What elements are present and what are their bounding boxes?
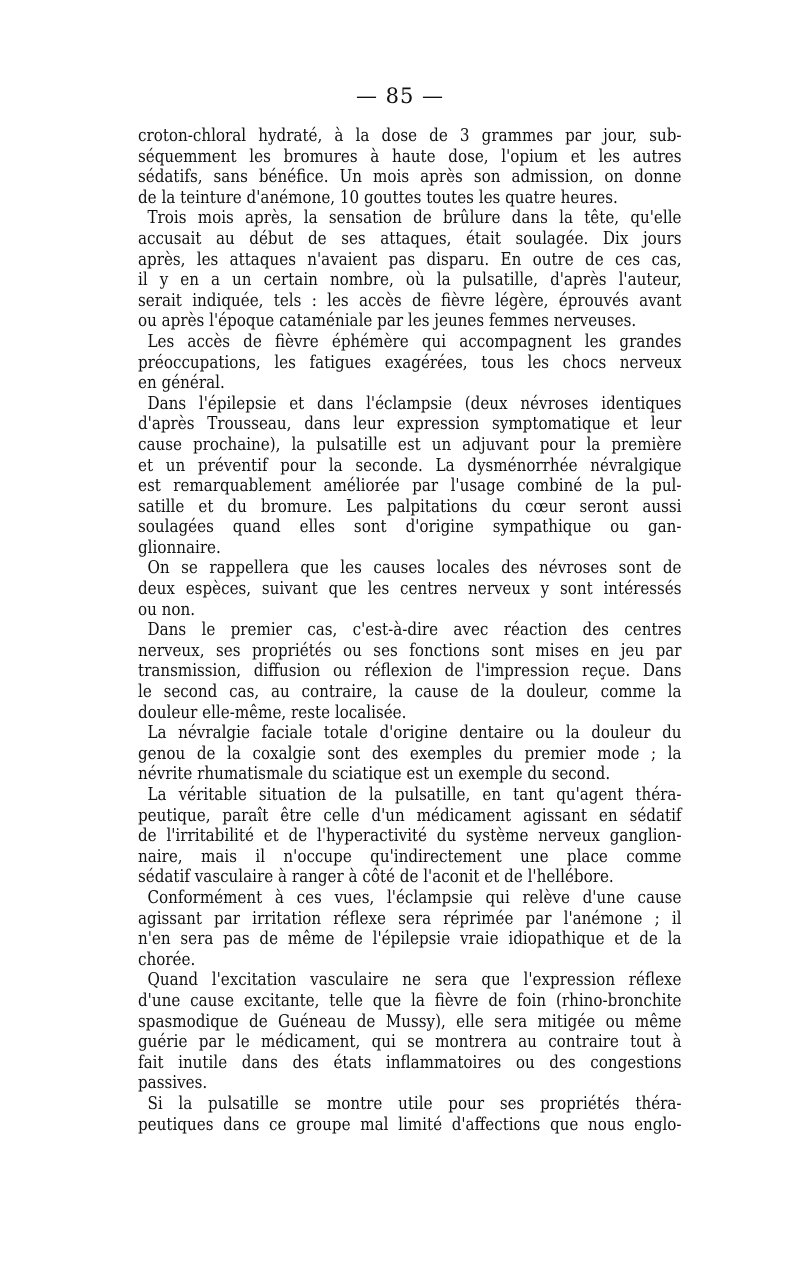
text-line: glionnaire. [138,537,221,558]
text-line: peutique, paraît être celle d'un médicament agissant en sédatif [138,805,682,826]
text-line: d'après Trousseau, dans leur expression symptomatique et leur [138,414,682,435]
text-line: fait inutile dans des états inflammatoires ou des congestions [138,1052,682,1073]
body-text [138,126,682,1135]
text-line: Quand l'excitation vasculaire ne sera que l'expression réflexe [147,970,682,991]
text-line: La névralgie faciale totale d'origine dentaire ou la douleur du [147,723,682,744]
text-line: deux espèces, suivant que les centres nerveux y sont intéressés [138,579,682,600]
text-line: Conformément à ces vues, l'éclampsie qui relève d'une cause [147,887,682,908]
text-line: soulagées quand elles sont d'origine sympathique ou gan- [138,517,682,538]
text-line: transmission, diffusion ou réflexion de l'impression reçue. Dans [138,661,682,682]
text-line: Si la pulsatille se montre utile pour ses propriétés théra- [147,1093,682,1114]
text-line: chorée. [138,949,196,970]
text-line: naire, mais il n'occupe qu'indirectement une place comme [138,846,682,867]
text-line: Dans le premier cas, c'est-à-dire avec réaction des centres [147,620,682,641]
text-line: guérie par le médicament, qui se montrera au contraire tout à [138,1032,682,1053]
text-line: névrite rhumatismale du sciatique est un exemple du second. [138,764,611,785]
text-line: Dans l'épilepsie et dans l'éclampsie (deux névroses identiques [147,393,682,414]
text-line: sédatifs, sans bénéfice. Un mois après son admission, on donne [138,167,682,188]
text-line: ou non. [138,599,196,620]
text-line: passives. [138,1073,208,1094]
text-line: nerveux, ses propriétés ou ses fonctions sont mises en jeu par [138,640,682,661]
text-line: On se rappellera que les causes locales des névroses sont de [147,558,682,579]
text-line: La véritable situation de la pulsatille, en tant qu'agent théra- [147,785,682,805]
text-line: séquemment les bromures à haute dose, l'opium et les autres [138,146,682,167]
text-line: douleur elle-même, reste localisée. [138,702,407,723]
text-line: le second cas, au contraire, la cause de la douleur, comme la [138,682,682,703]
text-line: de l'irritabilité et de l'hyperactivité du système nerveux ganglion- [138,826,682,847]
text-line: de la teinture d'anémone, 10 gouttes toutes les quatre heures. [138,187,618,208]
text-line: croton-chloral hydraté, à la dose de 3 grammes par jour, sub- [138,126,682,146]
text-line: d'une cause excitante, telle que la fièvre de foin (rhino-bronchite [138,990,682,1011]
text-line: accusait au début de ses attaques, était soulagée. Dix jours [138,228,682,249]
text-line: genou de la coxalgie sont des exemples du premier mode ; la [138,743,682,764]
text-line: il y en a un certain nombre, où la pulsatille, d'après l'auteur, [138,270,682,291]
text-line: et un préventif pour la seconde. La dysménorrhée névralgique [138,455,682,476]
text-line: cause prochaine), la pulsatille est un adjuvant pour la première [138,434,682,455]
text-line: en général. [138,373,225,394]
text-line: peutiques dans ce groupe mal limité d'affections que nous englo- [138,1114,682,1135]
page-number: — 85 — [355,84,445,108]
text-line: Trois mois après, la sensation de brûlure dans la tête, qu'elle [147,208,682,229]
text-line: spasmodique de Guéneau de Mussy), elle sera mitigée ou même [138,1011,682,1032]
text-line: agissant par irritation réflexe sera réprimée par l'anémone ; il [138,908,682,929]
text-line: satille et du bromure. Les palpitations du cœur seront aussi [138,496,682,517]
text-line: après, les attaques n'avaient pas disparu. En outre de ces cas, [138,249,682,270]
text-line: serait indiquée, tels : les accès de fièvre légère, éprouvés avant [138,290,682,311]
text-line: n'en sera pas de même de l'épilepsie vraie idiopathique et de la [138,929,682,950]
text-line: sédatif vasculaire à ranger à côté de l'aconit et de l'hellébore. [138,867,614,888]
text-line: est remarquablement améliorée par l'usage combiné de la pul- [138,476,682,497]
text-line: préoccupations, les fatigues exagérées, tous les chocs nerveux [138,352,682,373]
text-line: ou après l'époque cataméniale par les jeunes femmes nerveuses. [138,311,637,332]
text-line: Les accès de fièvre éphémère qui accompagnent les grandes [147,331,682,352]
